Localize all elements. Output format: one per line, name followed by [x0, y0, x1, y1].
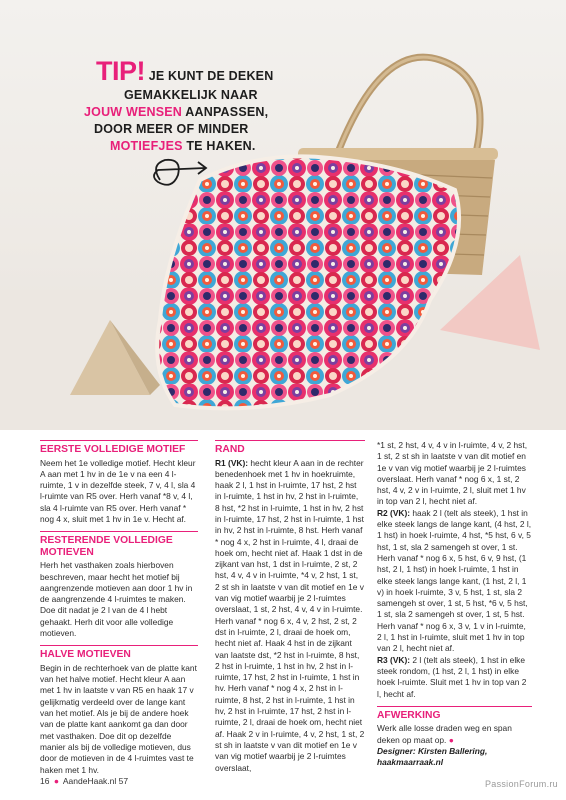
footer-bullet: ● [53, 776, 59, 786]
round-1-label: R1 (VK): [215, 457, 249, 468]
tip-line-3-rest: AANPASSEN, [185, 105, 269, 119]
heading-half-motifs: HALVE MOTIEVEN [40, 645, 198, 661]
column-2 [215, 440, 365, 774]
tip-line-5-accent: MOTIEFJES [110, 139, 183, 153]
end-mark: ● [448, 734, 454, 745]
heading-finishing: AFWERKING [377, 706, 532, 722]
tip-line-3-accent: JOUW WENSEN [84, 105, 183, 119]
tip-line-4: DOOR MEER OF MINDER [94, 122, 249, 136]
column-3 [377, 440, 532, 769]
round-1-text: hecht kleur A aan in de rechter benedenhoek met 1 hv in hoekruimte, haak 2 l, 1 hst in l-ruimte, 17 hst, 2 hst in l-ruimte, 1 hst in hv, 2 hst in l-ruimte, 8 hst, *2 hst in l-ruimte, 1 hst in hv, 2 hst in l-ruimte, 17 hst, 2 hst in l-ruimte, 1 hst in hv, 2 hst in l-ruimte, 8 hst. Herh vanaf * nog 4 x, 2 hst in l-ruimte, 4 l, draai de hoek om, hecht niet af. Haak 1 dst in de zijkant van hst, 1 dst in l-ruimte, 2 st, 2 hst, 4 v, 4 v in l-ruimte, *4 v, 2 hst, 1 st, 2 st sh in laatste v van dit motief en 1e v van vig motief waarbij je 2 l-ruimtes overslaat, 1 st, 2 hst, 4 v, 4 v in l-ruimte. Herh vanaf * nog 6 x, 4 v, 2 hst, 2 st, 2 dst in l-ruimte, 2 l, draai de hoek om, hecht niet af. Haak 4 hst in de zijkant van laatste dst, *2 hst in l-ruimte, 8 hst, 2 hst in l-ruimte, 1 hst in hv, 2 hst in l-ruimte, 17 hst, 2 hst in l-ruimte, 1 hst in hv. Herh vanaf * nog 4 x, 2 hst in l-ruimte, 8 hst, 2 hst in l-ruimte, 1 hst in hv, 2 hst in l-ruimte, 17 hst, 2 hst in l-ruimte, 2 l, draai de hoek om, hecht niet af. Haak 2 v in l-ruimte, 4 v, 2 hst, 1 st, 2 st sh in laatste v van dit motief en 1e v van vig motief waarbij je 2 l-ruimtes overslaat, [215, 457, 365, 773]
page-number: 16 [40, 776, 50, 786]
magazine-name: AandeHaak.nl 57 [62, 776, 129, 786]
swirl-arrow [154, 160, 205, 185]
watermark: PassionForum.ru [484, 779, 558, 789]
text-border-r1-continued: *1 st, 2 hst, 4 v, 4 v in l-ruimte, 4 v, 2 hst, 1 st, 2 st sh in laatste v van dit motief en 1e v van vig motief waarbij je 2 l-ruimtes overslaat. Herh vanaf * nog 6 x, 1 st, 2 hst, 4 v, 2 v in l-ruimte, 2 l, sluit met 1 hv in top van 2 l, hecht niet af. [377, 440, 528, 507]
page-footer [40, 776, 128, 786]
designer-credit: Designer: Kirsten Ballering, [377, 745, 488, 756]
text-half-motifs: Begin in de rechterhoek van de platte kant van het halve motief. Hecht kleur A aan met 1 hv in laatste v van R5 en haak 17 v gelijkmatig verdeeld over de lange kant van het motief. Als je bij de andere hoek van de platte kant aankomt ga dan door met vasthaken. Doe dit op dezelfde manier als bij de volledige motieven, dus door de motieven in de 4 l-ruimtes vast te haken met 1 hv. [40, 662, 197, 775]
tip-line-2: GEMAKKELIJK NAAR [124, 88, 258, 102]
tip-callout [84, 56, 286, 155]
round-3-label: R3 (VK): [377, 654, 411, 665]
heading-border: RAND [215, 440, 365, 456]
tip-line-1: JE KUNT DE DEKEN [148, 69, 274, 83]
heading-remaining-full-motifs: RESTERENDE VOLLEDIGE MOTIEVEN [40, 531, 198, 558]
text-border-r1 [215, 458, 365, 774]
text-finishing: Werk alle losse draden weg en span deken op maat op. ● [377, 723, 512, 745]
text-border-r3 [377, 655, 532, 700]
round-2-text: haak 2 l (telt als steek), 1 hst in elke steek langs de lange kant, (4 hst, 2 l, 1 hst) in hoek l-ruimte, 4 hst, *5 hst, 6 v, 5 hst, 1 st, sla 2 samengeh st over, 1 st. Herh vanaf * nog 6 x, 5 hst, 6 v, 9 hst, (1 hst, 2 l, 1 hst) in hoek l-ruimte, 1 hst in elke steek langs lange kant, (1 hst, 2 l, 1 v) in hoek l-ruimte, 3 v, 5 hst, 1 st, sla 2 samengeh st over, 1 st, 5 hst, *6 v, 5 hst, 1 st, sla 2 samengeh st over, 1 st, 5 hst. Herh vanaf * nog 6 x, 3 v, 1 v in l-ruimte, 2 l, 1 hst in l-ruimte, sluit met 1 hv in top van 2 l, hecht niet af. [377, 507, 532, 654]
text-border-r2 [377, 508, 532, 655]
text-remaining-full-motifs: Herh het vasthaken zoals hierboven beschreven, maar hecht het motief bij aangrenzende motieven aan door 1 hv in de aangrenzende 4 l-ruimtes te maken. Doe dit nadat je 2 l van de 4 l hebt gehaakt. Herh dit voor alle volledige motieven. [40, 560, 193, 639]
round-2-label: R2 (VK): [377, 507, 411, 518]
tip-line-5-rest: TE HAKEN. [186, 139, 256, 153]
designer-website: haakmaarraak.nl [377, 757, 444, 768]
tip-heading: TIP! [96, 56, 145, 86]
round-3-text: 2 l (telt als steek), 1 hst in elke steek rondom, (1 hst, 2 l, 1 hst) in elke hoek l-ruimte. Sluit met 1 hv in top van 2 l, hecht af. [377, 654, 527, 699]
text-first-full-motif: Neem het 1e volledige motief. Hecht kleur A aan met 1 hv in de 1e v na een 4 l-ruimte, 1 v in dezelfde steek, 7 v, 4 l, sla 4 l-ruimte van R5 over. Herh vanaf *8 v, 4 l, sla 4 l-ruimte van R5 over. Herh vanaf * nog 4 x, sluit met 1 hv in 1e v. Hecht af. [40, 457, 196, 524]
column-1 [40, 440, 198, 782]
heading-first-full-motif: EERSTE VOLLEDIGE MOTIEF [40, 440, 198, 456]
